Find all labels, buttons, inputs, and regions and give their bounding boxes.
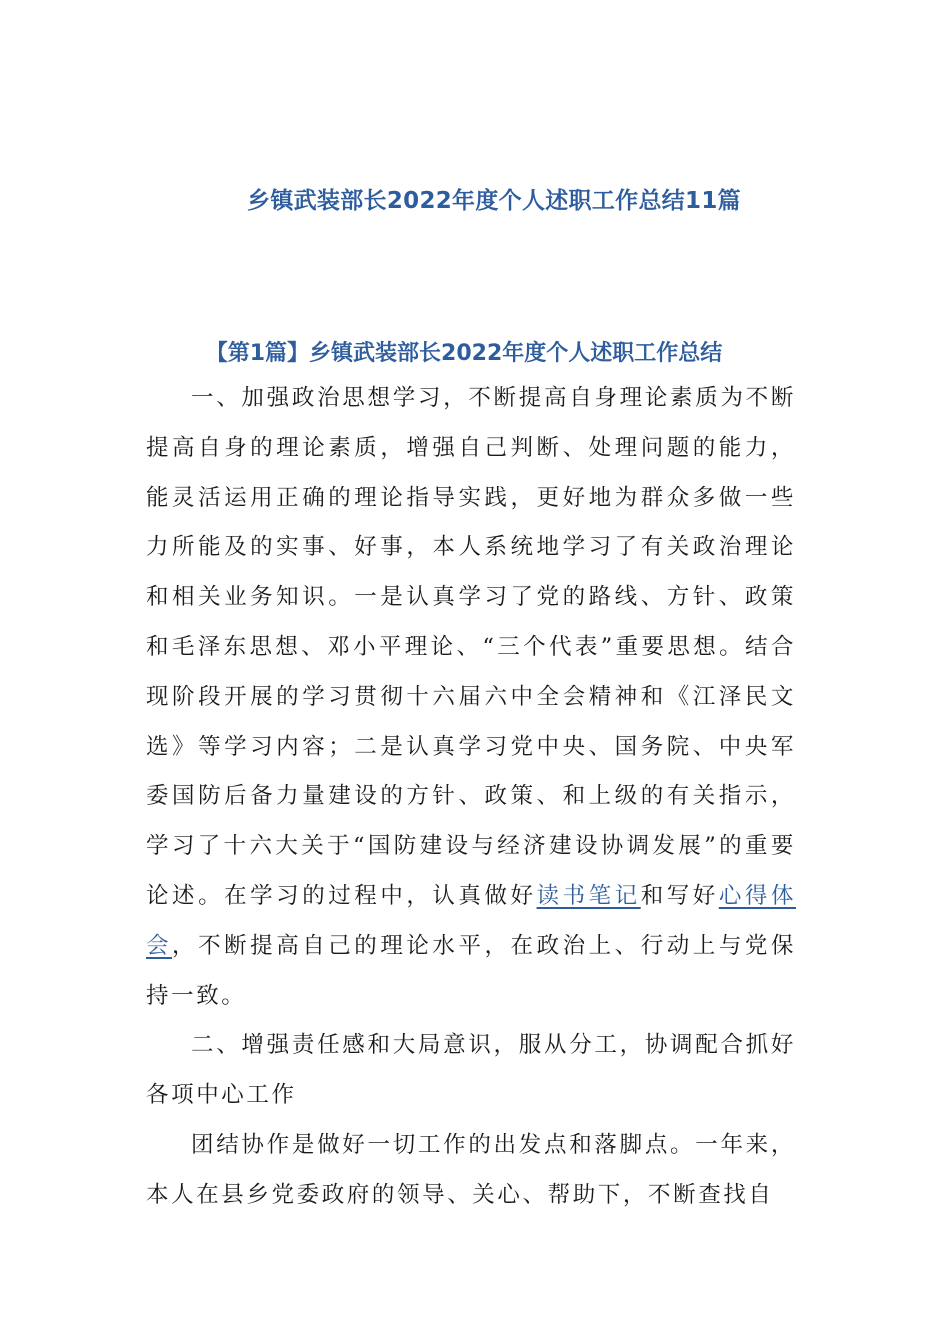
paragraph-teamwork: 团结协作是做好一切工作的出发点和落脚点。一年来，本人在县乡党委政府的领导、关心、帮助下，不断查找自 [146,1131,796,1208]
paragraph-text: ，不断提高自己的理论水平，在政治上、行动上与党保持一致。 [146,932,796,1009]
paragraph-text: 和写好 [640,882,719,909]
document-title: 乡镇武装部长2022年度个人述职工作总结11篇 [247,188,741,214]
paragraph-responsibility: 二、增强责任感和大局意识，服从分工，协调配合抓好各项中心工作 [146,1032,796,1109]
paragraph-political-study [146,374,796,1021]
experience-notes-link[interactable]: 心得体会 [146,882,796,959]
document-body [146,374,796,1221]
paragraph-text: 一、加强政治思想学习，不断提高自身理论素质为不断提高自身的理论素质，增强自己判断、处理问题的能力，能灵活运用正确的理论指导实践，更好地为群众多做一些力所能及的实事、好事，本人系统地学习了有关政治理论和相关业务知识。一是认真学习了党的路线、方针、政策和毛泽东思想、邓小平理论、“三个代表”重要思想。结合现阶段开展的学习贯彻十六届六中全会精神和《江泽民文选》等学习内容；二是认真学习党中央、国务院、中央军委国防后备力量建设的方针、政策、和上级的有关指示，学习了十六大关于“国防建设与经济建设协调发展”的重要论述。在学习的过程中，认真做好 [146,385,796,909]
section-heading: 【第1篇】乡镇武装部长2022年度个人述职工作总结 [205,341,723,366]
reading-notes-link[interactable]: 读书笔记 [536,882,641,909]
